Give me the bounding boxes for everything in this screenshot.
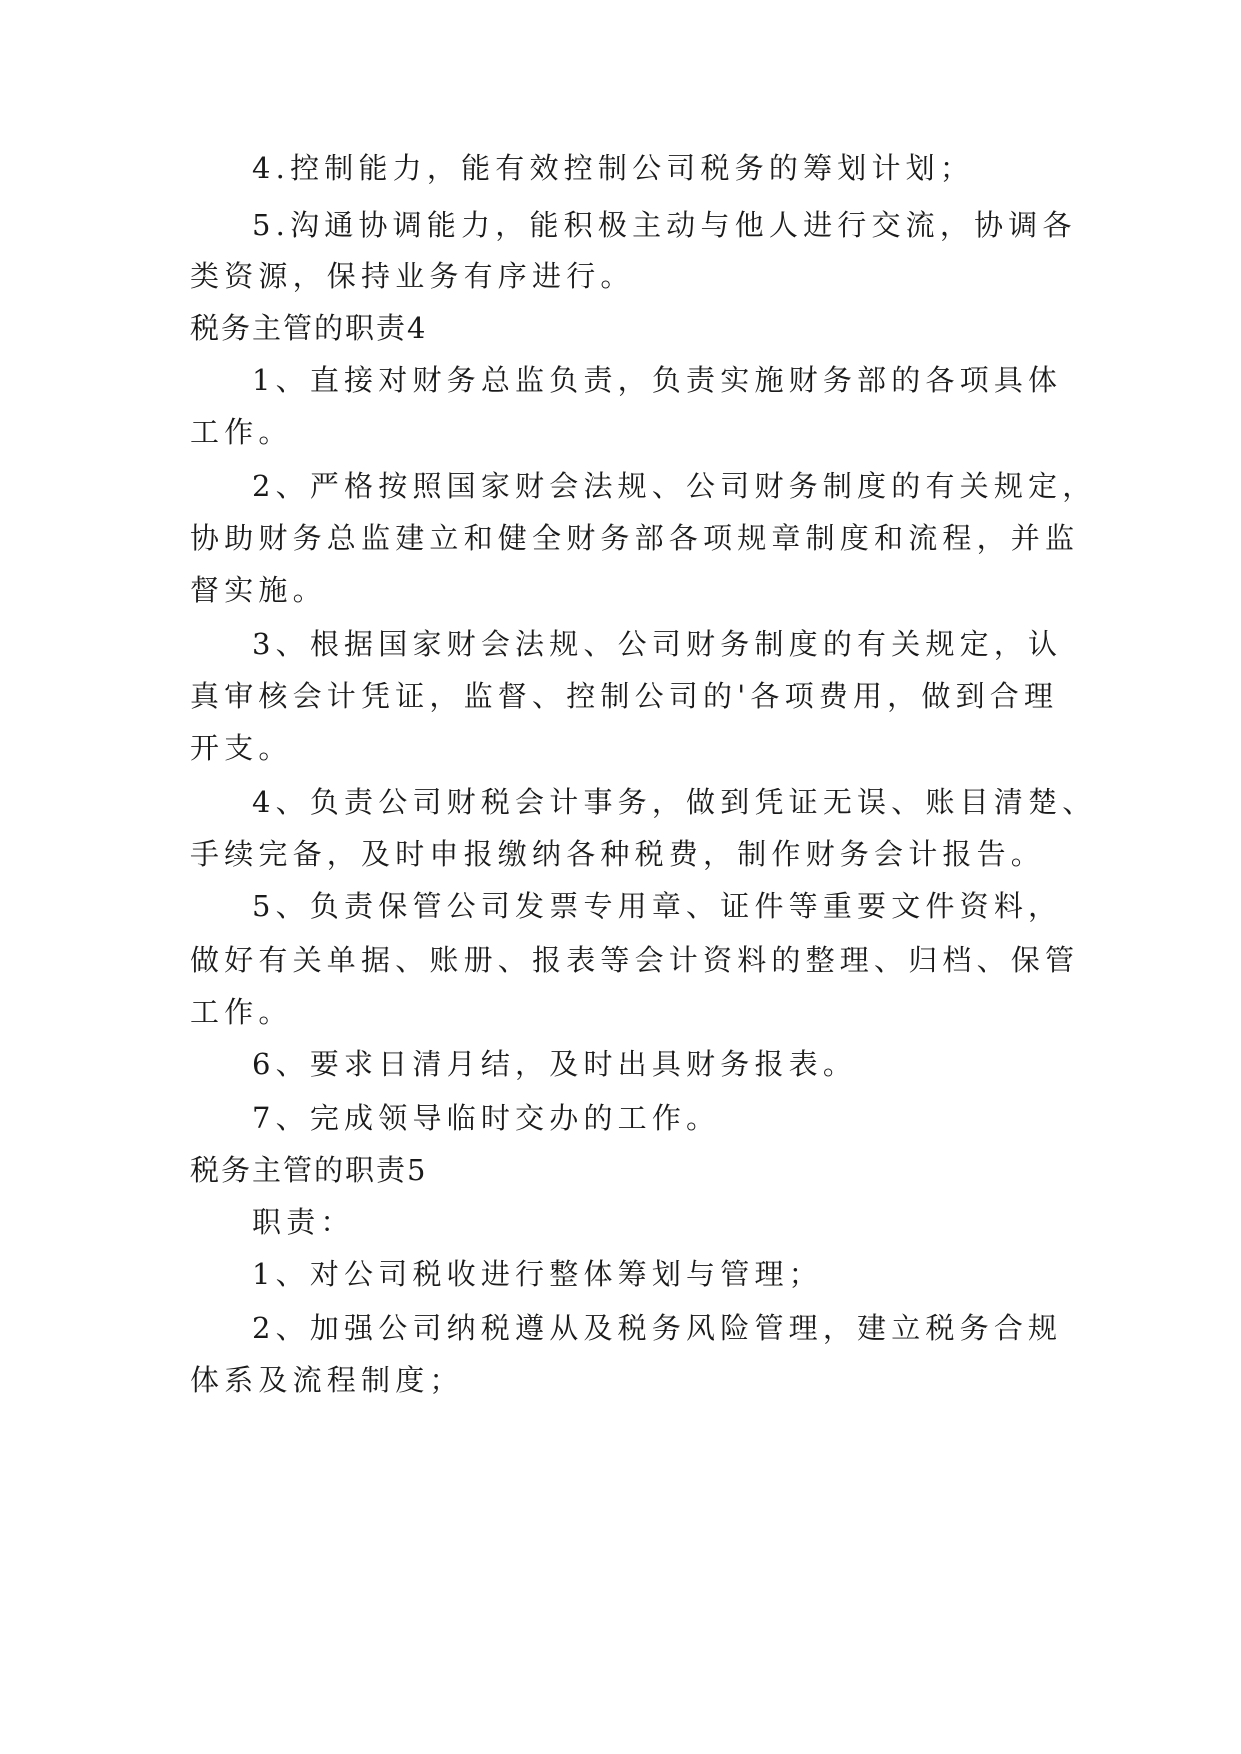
paragraph-line: 3、根据国家财会法规、公司财务制度的有关规定，认 [252,627,1063,661]
paragraph-line: 1、对公司税收进行整体筹划与管理； [252,1257,823,1291]
paragraph-line: 督实施。 [190,573,327,607]
paragraph-line: 4、负责公司财税会计事务，做到凭证无误、账目清楚、 [252,785,1097,819]
paragraph-line: 5.沟通协调能力，能积极主动与他人进行交流，协调各 [252,208,1077,242]
paragraph-line: 2、加强公司纳税遵从及税务风险管理，建立税务合规 [252,1311,1063,1345]
paragraph-line: 职责： [252,1205,355,1239]
paragraph-line: 7、完成领导临时交办的工作。 [252,1101,721,1135]
paragraph-line: 真审核会计凭证，监督、控制公司的'各项费用，做到合理 [190,679,1059,713]
paragraph-line: 4.控制能力，能有效控制公司税务的筹划计划； [252,151,975,185]
paragraph-line: 类资源，保持业务有序进行。 [190,259,635,293]
section-heading: 税务主管的职责4 [190,311,428,345]
paragraph-line: 协助财务总监建立和健全财务部各项规章制度和流程，并监 [190,521,1080,555]
paragraph-line: 5、负责保管公司发票专用章、证件等重要文件资料， [252,889,1063,923]
paragraph-line: 6、要求日清月结，及时出具财务报表。 [252,1047,858,1081]
paragraph-line: 开支。 [190,731,293,765]
paragraph-line: 工作。 [190,995,293,1029]
paragraph-line: 手续完备，及时申报缴纳各种税费，制作财务会计报告。 [190,837,1046,871]
paragraph-line: 1、直接对财务总监负责，负责实施财务部的各项具体 [252,363,1063,397]
paragraph-line: 2、严格按照国家财会法规、公司财务制度的有关规定， [252,469,1097,503]
section-heading: 税务主管的职责5 [190,1153,428,1187]
paragraph-line: 工作。 [190,415,293,449]
paragraph-line: 体系及流程制度； [190,1363,464,1397]
paragraph-line: 做好有关单据、账册、报表等会计资料的整理、归档、保管 [190,943,1080,977]
